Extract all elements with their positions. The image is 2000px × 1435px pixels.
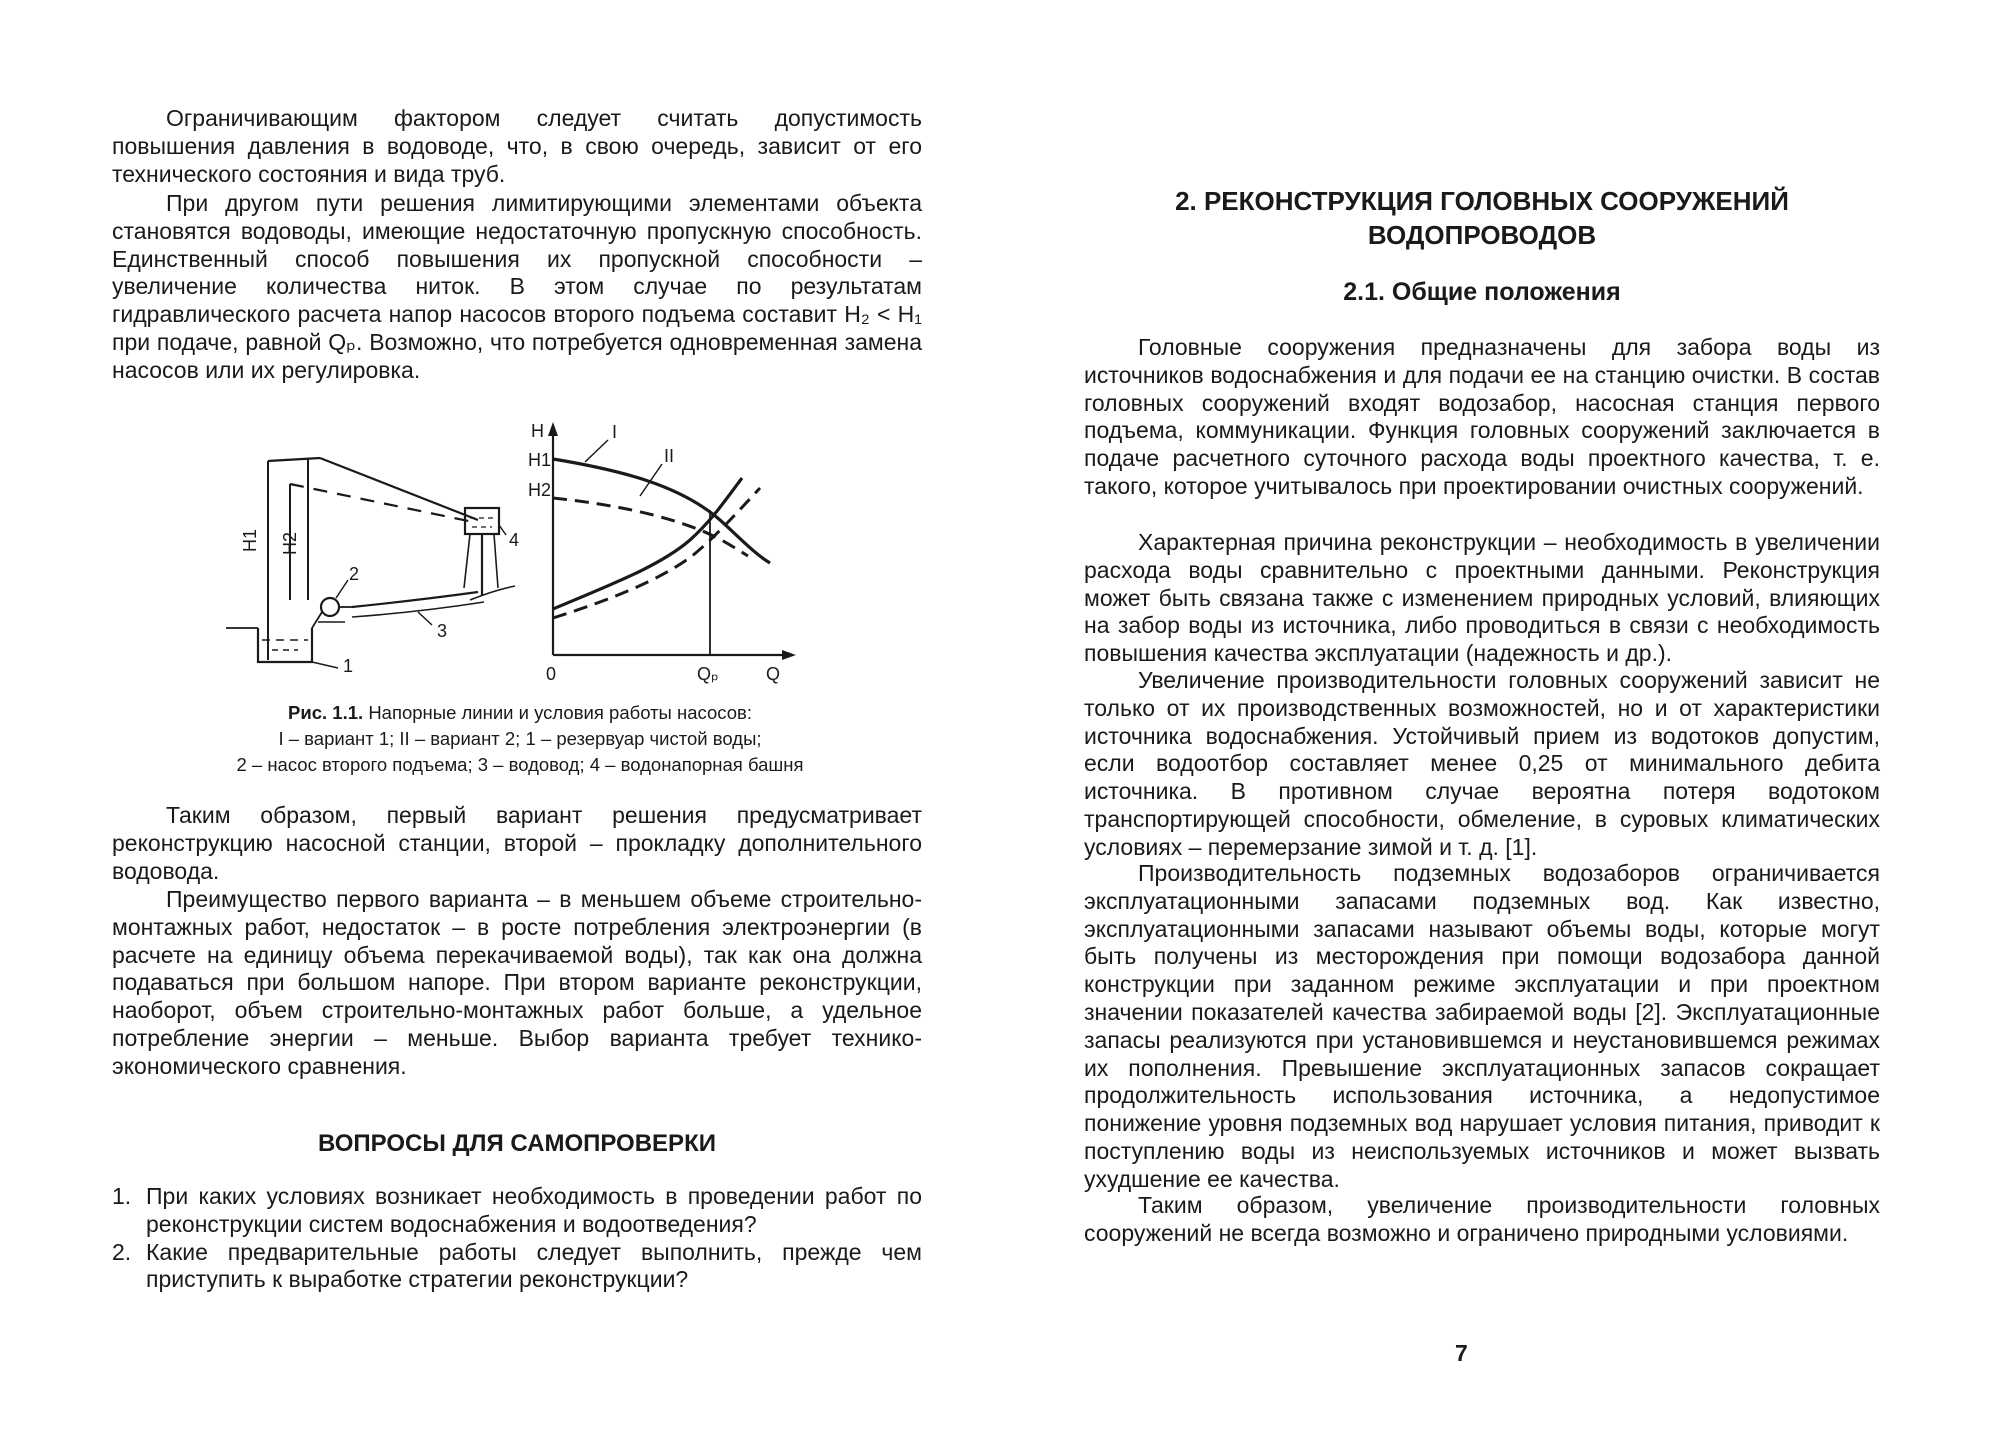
question-text: При каких условиях возникает необходимость в проведении работ по реконструкции систем водоснабжения и водоотведения?	[146, 1183, 922, 1237]
paragraph: Увеличение производительности головных сооружений зависит не только от их производственных возможностей, но и от характеристики источника водоснабжения. Устойчивый прием из водотоков допустим, если водоотбор составляет менее 0,25 от минимального дебита источника. В противном случае вероятна потеря водотоком транспортирующей способности, обмеление, в суровых климатических условиях – перемерзание зимой и т. д. [1].	[1084, 667, 1880, 860]
figure-1-1	[0, 0, 1000, 700]
question-number: 1.	[112, 1183, 132, 1209]
graph-axis-h: H	[531, 421, 544, 441]
list-item	[112, 1183, 922, 1239]
label-2: 1	[343, 656, 354, 676]
paragraph: Характерная причина реконструкции – необходимость в увеличении расхода воды сравнительно с проектными данными. Реконструкция может быть связана также с изменением природных условий, влияющих на забор воды из источника, либо проводиться в связи с необходимость повышения качества эксплуатации (надежность и др.).	[1084, 529, 1880, 667]
paragraph: Преимущество первого варианта – в меньшем объеме строительно-монтажных работ, недостаток – в росте потребления электроэнергии (в расчете на единицу объема перекачиваемой воды), так как она должна подаваться при большом напоре. При втором варианте реконструкции, наоборот, объем строительно-монтажных работ больше, а удельное потребление энергии – меньше. Выбор варианта требует технико-экономического сравнения.	[112, 886, 922, 1079]
paragraph: Ограничивающим фактором следует считать допустимость повышения давления в водоводе, что, в свою очередь, зависит от его технического состояния и вида труб.	[112, 105, 922, 187]
graph-h1: H1	[528, 450, 552, 470]
chapter-title	[1084, 184, 1880, 252]
paragraph: Производительность подземных водозаборов ограничивается эксплуатационными запасами подземных вод. Как известно, эксплуатационными запасами называют объемы воды, которые могут быть получены из месторождения при помощи водозабора данной конструкции при заданном режиме эксплуатации и при проектном значении показателей качества забираемой воды [2]. Эксплуатационные запасы реализуются при установившемся и неустановившемся режимах их пополнения. Превышение эксплуатационных запасов сокращает продолжительность использования источника, а недопустимое понижение уровня подземных вод нарушает условия питания, приводит к поступлению воды из неиспользуемых источников и может вызвать ухудшение ее качества.	[1084, 860, 1880, 1192]
graph-curve-i: I	[612, 422, 618, 442]
graph-origin: 0	[546, 664, 557, 684]
chapter-title-line: 2. РЕКОНСТРУКЦИЯ ГОЛОВНЫХ СООРУЖЕНИЙ	[1175, 186, 1789, 216]
list-item	[112, 1239, 922, 1295]
label-1: 2	[349, 564, 360, 584]
paragraph: Таким образом, первый вариант решения предусматривает реконструкцию насосной станции, второй – прокладку дополнительного водовода.	[112, 802, 922, 884]
figure-caption	[170, 700, 870, 778]
caption-line: I – вариант 1; II – вариант 2; 1 – резервуар чистой воды;	[278, 728, 762, 749]
chapter-title-line: ВОДОПРОВОДОВ	[1367, 220, 1597, 250]
graph-curve-ii: II	[664, 446, 675, 466]
caption-lead: Рис. 1.1.	[288, 702, 364, 723]
page-number: 7	[1455, 1340, 1468, 1366]
question-number: 2.	[112, 1238, 132, 1265]
paragraph: При другом пути решения лимитирующими элементами объекта становятся водоводы, имеющие недостаточную пропускную способность. Единственный способ повышения их пропускной способности – увеличение количества ниток. В этом случае по результатам гидравлического расчета напор насосов второго подъема составит H₂ < H₁ при подаче, равной Qₚ. Возможно, что потребуется одновременная замена насосов или их регулировка.	[112, 190, 922, 383]
question-text: Какие предварительные работы следует выполнить, прежде чем приступить к выработке стратегии реконструкции?	[146, 1238, 922, 1293]
pipeline-scheme	[226, 458, 515, 662]
label-4: 4	[509, 530, 520, 550]
paragraph: Таким образом, увеличение производительности головных сооружений не всегда возможно и ограничено природными условиями.	[1084, 1192, 1880, 1246]
graph-h2: H2	[528, 480, 552, 500]
caption-line: 2 – насос второго подъема; 3 – водовод; 4 – водонапорная башня	[236, 754, 804, 775]
label-h2-scheme: H2	[280, 531, 300, 555]
label-h1-scheme: H1	[240, 528, 260, 552]
section-title: 2.1. Общие положения	[1343, 278, 1621, 306]
right-page	[1000, 0, 2000, 1435]
caption-line: Напорные линии и условия работы насосов:	[368, 702, 752, 723]
paragraph: Головные сооружения предназначены для забора воды из источников водоснабжения и для подачи ее на станцию очистки. В состав головных сооружений входят водозабор, насосная станция первого подъема, коммуникации. Функция головных сооружений заключается в подаче расчетного суточного расхода воды проектного качества, т. е. такого, которое учитывалось при проектировании очистных сооружений.	[1084, 334, 1880, 499]
graph-axis-q: Q	[766, 664, 781, 684]
questions-heading: ВОПРОСЫ ДЛЯ САМОПРОВЕРКИ	[318, 1130, 716, 1157]
graph-qp: Qₚ	[697, 664, 719, 684]
questions-list	[112, 1183, 922, 1294]
label-3: 3	[437, 621, 448, 641]
